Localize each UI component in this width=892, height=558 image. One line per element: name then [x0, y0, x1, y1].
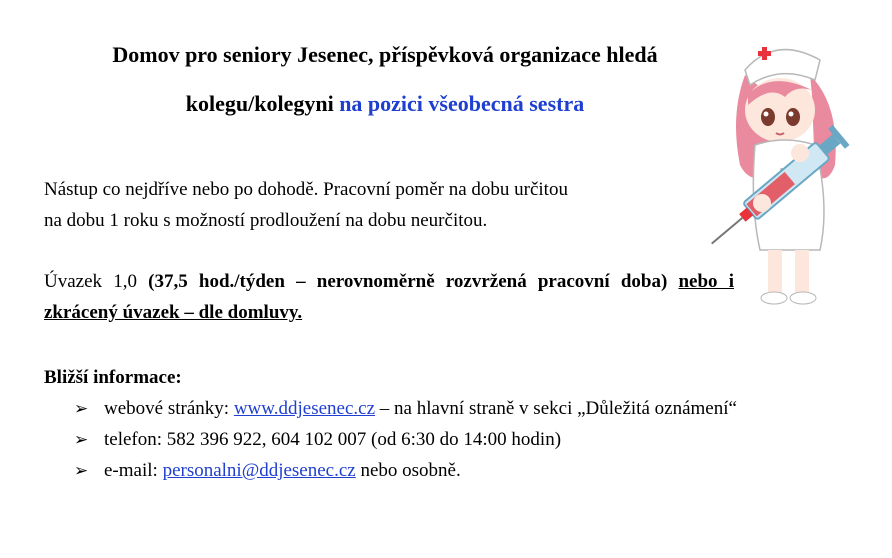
phone-text: telefon: 582 396 922, 604 102 007 (od 6:30 do 14:00 hodin): [104, 429, 562, 450]
workload-prefix: Úvazek 1,0: [44, 271, 149, 292]
info-heading: Bližší informace:: [44, 367, 182, 388]
nurse-illustration-icon: [700, 35, 870, 310]
web-suffix: – na hlavní straně v sekci „Důležitá oznámení“: [375, 398, 737, 419]
arrowhead-bullet-icon: ➢: [74, 399, 89, 418]
workload-paragraph: [44, 266, 734, 328]
start-line-2: na dobu 1 roku s možností prodloužení na dobu neurčitou.: [44, 210, 488, 231]
arrowhead-bullet-icon: ➢: [74, 461, 89, 480]
position-title: na pozici všeobecná sestra: [339, 91, 585, 116]
headline-line-2: [0, 88, 770, 120]
web-label: webové stránky:: [104, 398, 234, 419]
list-item-web: [74, 393, 800, 424]
website-link[interactable]: www.ddjesenec.cz: [233, 398, 376, 419]
arrowhead-bullet-icon: ➢: [74, 430, 89, 449]
workload-space: [667, 271, 678, 292]
email-label: e-mail:: [104, 460, 163, 481]
start-line-1: Nástup co nejdříve nebo po dohodě. Pracovní poměr na dobu určitou: [44, 179, 568, 200]
email-link[interactable]: personalni@ddjesenec.cz: [162, 460, 356, 481]
workload-part-time: nebo i zkrácený úvazek – dle domluvy.: [44, 271, 734, 323]
workload-hours: (37,5 hod./týden – nerovnoměrně rozvržená pracovní doba): [148, 271, 668, 292]
headline-prefix: kolegu/kolegyni: [185, 91, 334, 116]
start-paragraph: [44, 174, 704, 236]
headline-line-1: Domov pro seniory Jesenec, příspěvková organizace hledá: [112, 42, 658, 67]
list-item-phone: [74, 424, 800, 455]
info-list: [74, 393, 800, 486]
list-item-email: [74, 455, 800, 486]
email-suffix: nebo osobně.: [355, 460, 461, 481]
